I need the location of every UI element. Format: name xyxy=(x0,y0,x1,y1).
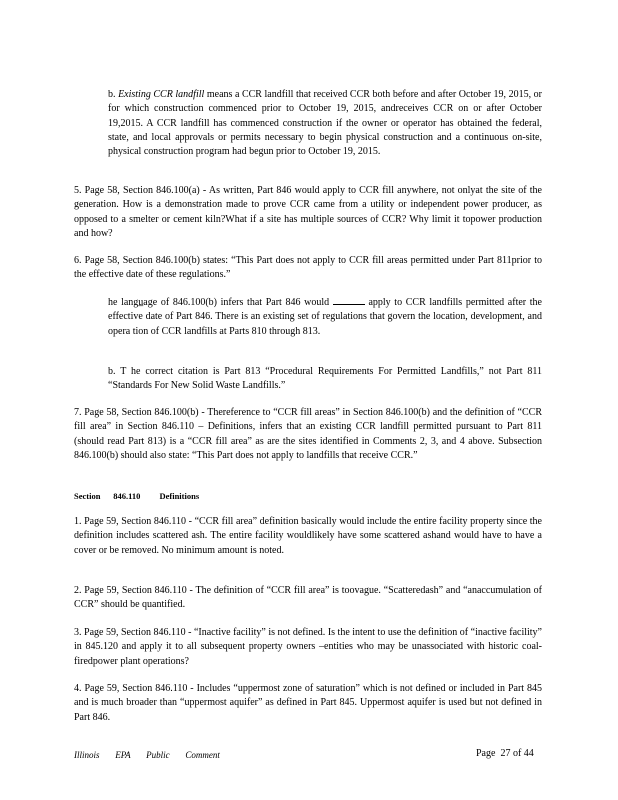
def-1-text: 1. Page 59, Section 846.110 - “CCR fill area” definition basically would include the entire facility property since the definition includes scattered ash. The entire facility wouldlikely have some scattered ashand would have to have a cover or be removed. No minimum amount is noted. xyxy=(74,516,542,556)
para-b-term: Existing CCR landfill xyxy=(118,89,205,100)
para-5 xyxy=(74,184,542,241)
para-a-language xyxy=(108,295,542,339)
footer-title: Illinois EPA Public Comment xyxy=(74,750,220,760)
para-a-text-2: apply to CCR landfills permitted after the effective date of Part 846. There is an existing set of regulations that govern the location, development, and opera tion of CCR landfills at Parts 810 through 813. xyxy=(108,297,542,337)
blank-line xyxy=(333,295,365,305)
definition-comment-1 xyxy=(74,515,542,558)
para-7-text: 7. Page 58, Section 846.100(b) - Thereference to “CCR fill areas” in Section 846.100(b) and the definition of “CCR fill area” in Section 846.110 – Definitions, infers that an existing CCR landfill permitted pursuant to Part 811 (should read Part 813) is a “CCR fill area” as are the sites identified in Comments 2, 3, and 4 above. Subsection 846.100(b) should also state: “This Part does not apply to landfills that receive CCR.” xyxy=(74,407,542,461)
para-6-text: 6. Page 58, Section 846.100(b) states: “This Part does not apply to CCR fill areas permitted under Part 811prior to the effective date of these regulations.” xyxy=(74,255,542,281)
footer-page-number: Page 27 of 44 xyxy=(476,748,534,759)
para-a-text-1: he langu̲age of 846.100(b) infers that Part 846 would xyxy=(108,297,330,308)
para-7 xyxy=(74,406,542,463)
definition-comment-4 xyxy=(74,682,542,725)
para-b-label: b. xyxy=(108,89,116,100)
para-6 xyxy=(74,254,542,283)
para-b-existing-ccr-landfill xyxy=(108,88,542,159)
para-5-text: 5. Page 58, Section 846.100(a) - As written, Part 846 would apply to CCR fill anywhere, not onlyat the site of the generation. How is a demonstration made to prove CCR came from a utility or independent power producer, as opposed to a smelter or cement kiln?What if a site has multiple sources of CCR? Why limit it topower production and how? xyxy=(74,185,542,239)
section-heading: Section 846.110 Definitions xyxy=(74,491,200,501)
para-b2-text: b. T he correct citation is Part 813 “Procedural Requirements For Permitted Landfills,” not Part 811 “Standards For New Solid Waste Landfills.” xyxy=(108,366,542,392)
def-4-text: 4. Page 59, Section 846.110 - Includes “uppermost zone of saturation” which is not defined or included in Part 845 and is much broader than “uppermost aquifer” as defined in Part 845. Uppermost aquifer is used but not defined in Part 846. xyxy=(74,683,542,723)
definition-comment-3 xyxy=(74,626,542,669)
def-3-text: 3. Page 59, Section 846.110 - “Inactive facility” is not defined. Is the intent to use the definition of “inactive facility” in 845.120 and apply it to all subsequent property owners –entities who may be unassociated with historic coal-firedpower plant operations? xyxy=(74,627,542,667)
definition-comment-2 xyxy=(74,584,542,613)
para-b-text: means a CCR landfill that received CCR both before and after October 19, 2015, or for which construction commenced prior to October 19, 2015, andreceives CCR on or after October 19,2015. A CCR landfill has commenced construction if the owner or operator has obtained the federal, state, and local approvals or permits necessary to begin physical construction and a continuous on-site, physical construction program had begun prior to October 19, 2015. xyxy=(108,89,542,158)
def-2-text: 2. Page 59, Section 846.110 - The definition of “CCR fill area” is toovague. “Scatteredash” and “anaccumulation of CCR” should be quantified. xyxy=(74,585,542,611)
para-b-correct-citation xyxy=(108,365,542,394)
